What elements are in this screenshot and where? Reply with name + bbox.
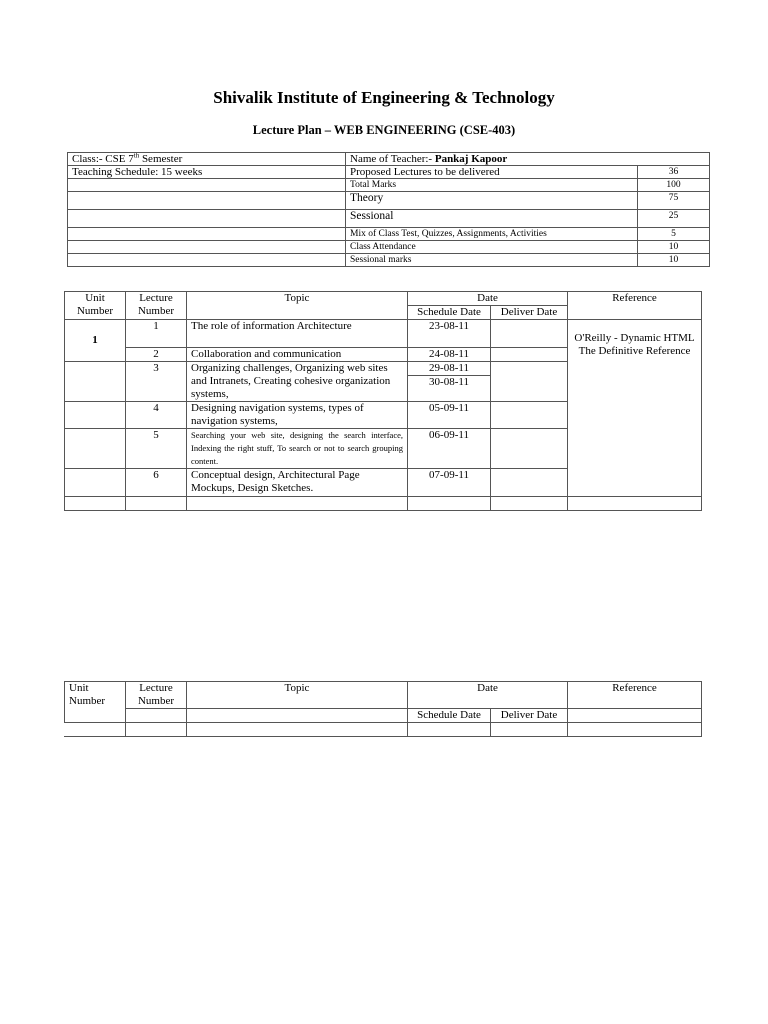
lecture-topic: Designing navigation systems, types of navigation systems, — [187, 402, 408, 429]
schedule-date: 06-09-11 — [408, 429, 491, 469]
reference-header: Reference — [568, 682, 702, 709]
deliver-date — [491, 402, 568, 429]
lecture-number: 1 — [126, 320, 187, 348]
lecture-number: 4 — [126, 402, 187, 429]
deliver-date — [491, 469, 568, 497]
unit-number: 1 — [65, 320, 126, 362]
info-label: Sessional — [346, 210, 638, 228]
deliver-date — [491, 348, 568, 362]
schedule-date-header: Schedule Date — [408, 306, 491, 320]
table-row — [65, 723, 702, 737]
schedule-date: 07-09-11 — [408, 469, 491, 497]
info-label: Mix of Class Test, Quizzes, Assignments, Activities — [346, 228, 638, 241]
info-label: Theory — [346, 192, 638, 210]
class-cell: Class:- CSE 7th Semester — [68, 153, 346, 166]
lecture-number: 5 — [126, 429, 187, 469]
lecture-number-header: Lecture Number — [126, 292, 187, 320]
unit1-plan-table — [64, 291, 702, 511]
schedule-date: 24-08-11 — [408, 348, 491, 362]
info-label: Sessional marks — [346, 254, 638, 267]
info-label: Proposed Lectures to be delivered — [346, 166, 638, 179]
deliver-date-header: Deliver Date — [491, 709, 568, 723]
info-value: 75 — [638, 192, 710, 210]
lecture-number: 3 — [126, 362, 187, 402]
teacher-name: Pankaj Kapoor — [434, 153, 508, 165]
reference-cell: O'Reilly - Dynamic HTML The Definitive Reference — [568, 320, 702, 497]
info-value: 100 — [638, 179, 710, 192]
schedule-date: 23-08-11 — [408, 320, 491, 348]
info-value: 10 — [638, 254, 710, 267]
lecture-topic: Conceptual design, Architectural Page Mockups, Design Sketches. — [187, 469, 408, 497]
divider — [64, 736, 125, 737]
lecture-number-header: Lecture Number — [126, 682, 187, 709]
info-label: Total Marks — [346, 179, 638, 192]
institute-title: Shivalik Institute of Engineering & Technology — [213, 88, 555, 107]
unit-number-header: Unit Number — [65, 292, 126, 320]
info-label: Class Attendance — [346, 241, 638, 254]
course-info-table — [67, 152, 710, 267]
lecture-topic: The role of information Architecture — [187, 320, 408, 348]
schedule-date: 05-09-11 — [408, 402, 491, 429]
date-header: Date — [408, 682, 568, 709]
lecture-topic: Searching your web site, designing the search interface, Indexing the right stuff, To search or not to search grouping content. — [187, 429, 408, 469]
date-header: Date — [408, 292, 568, 306]
unit-number-header: Unit Number — [65, 682, 126, 723]
deliver-date — [491, 362, 568, 402]
teacher-cell: Name of Teacher:- Pankaj Kapoor — [346, 153, 710, 166]
topic-header: Topic — [187, 682, 408, 709]
info-value: 25 — [638, 210, 710, 228]
schedule-date: 29-08-11 30-08-11 — [408, 362, 491, 402]
schedule-date-header: Schedule Date — [408, 709, 491, 723]
info-value: 5 — [638, 228, 710, 241]
info-value: 36 — [638, 166, 710, 179]
reference-header: Reference — [568, 292, 702, 320]
lecture-topic: Organizing challenges, Organizing web sites and Intranets, Creating cohesive organization systems, — [187, 362, 408, 402]
deliver-date — [491, 320, 568, 348]
teaching-schedule: Teaching Schedule: 15 weeks — [68, 166, 346, 179]
lecture-plan-title: Lecture Plan – WEB ENGINEERING (CSE-403) — [252, 123, 516, 137]
table-row — [65, 497, 702, 511]
lecture-number: 6 — [126, 469, 187, 497]
lecture-number: 2 — [126, 348, 187, 362]
info-value: 10 — [638, 241, 710, 254]
lecture-topic: Collaboration and communication — [187, 348, 408, 362]
unit-plan-table-empty — [64, 681, 702, 737]
deliver-date — [491, 429, 568, 469]
topic-header: Topic — [187, 292, 408, 320]
deliver-date-header: Deliver Date — [491, 306, 568, 320]
